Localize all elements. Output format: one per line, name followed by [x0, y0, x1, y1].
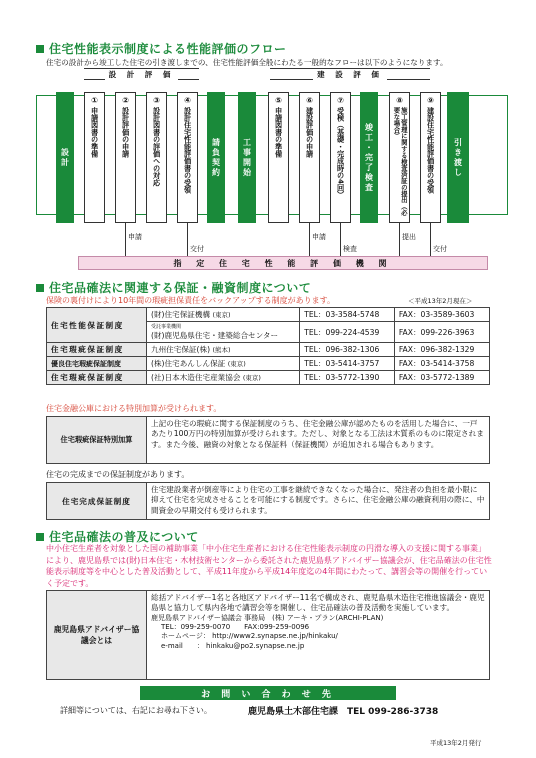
loan-lead: 住宅金融公庫における特別加算が受けられます。	[46, 404, 222, 413]
guarantee-title-text: 住宅品確法に関連する保証・融資制度について	[49, 281, 312, 295]
flow-box-contract: 請負契約	[207, 92, 225, 223]
flow-box-start: 工事開始	[238, 92, 256, 223]
step-number: ①	[91, 96, 98, 105]
evaluation-agency-bar: 指 定 住 宅 性 能 評 価 機 関	[78, 256, 488, 270]
complete-text: 住宅建設業者が倒産等により住宅の工事を継続できなくなった場合に、発注者の負担を最小限に抑えて住宅を完成させることを可能にする制度です。さらに、住宅金融公庫の融資利用の際に、中間資金の早期交付も受けられます。	[151, 485, 485, 515]
org-name: (財)鹿児島県住宅・建築総合センター	[151, 331, 279, 340]
step-number: ⑧	[396, 96, 403, 105]
table-row	[47, 308, 490, 322]
connector-line	[309, 223, 310, 256]
contact-office: 鹿児島県土木部住宅課 TEL 099-286-3738	[248, 707, 439, 717]
connector-line	[430, 223, 431, 256]
step-number: ②	[122, 96, 129, 105]
phase-construction-label: 建 設 評 価	[313, 69, 387, 80]
phase-design	[84, 68, 199, 80]
loan-box	[46, 416, 490, 464]
row-tel: TEL：099-224-4539	[300, 322, 395, 343]
promotion-lead: 中小住宅生産者を対象とした国の補助事業「中小住宅生産者における住宅性能表示制度の円滑な導入の支援に関する事業」により、鹿児島県では(財)日本住宅・木材技術センターから委託された鹿児島県アドバイザー協議会が、住宅品確法の住宅性能表示制度等を中心とした普及活動として、平成11年度から平成14年度迄の4年間にわたって、講習会等の開催を行っていく予定です。	[46, 544, 492, 588]
arrow-label-inspect: 検査	[343, 245, 357, 253]
step-number: ⑥	[306, 96, 313, 105]
step-number: ③	[153, 96, 160, 105]
council-tel-fax: TEL：099-259-0070 FAX:099-259-0096	[161, 622, 310, 631]
connector-line	[125, 223, 126, 256]
connector-line	[399, 223, 400, 256]
square-bullet-icon	[36, 284, 44, 292]
council-box	[46, 590, 490, 680]
guarantee-table	[46, 307, 490, 385]
flow-step-5	[268, 92, 289, 223]
flow-box-handover: 引き渡し	[447, 92, 469, 223]
arrow-label-deliver: 交付	[190, 245, 204, 253]
phase-construction	[270, 68, 430, 80]
issue-date: 平成13年2月発行	[430, 739, 482, 747]
guarantee-section-title	[36, 279, 311, 296]
row-org	[147, 357, 300, 371]
complete-box	[46, 482, 490, 520]
org-region: (東京)	[242, 374, 261, 382]
table-row	[47, 343, 490, 357]
council-text: 総括アドバイザー1名と各地区アドバイザー11名で構成され、鹿児島県木造住宅推進協議会・鹿児島県と協力して県内各地で講習会等を開催し、住宅品確法の普及活動を実施しています。	[151, 593, 485, 613]
row-fax: FAX：03-5772-1389	[394, 371, 489, 385]
row-fax: FAX：03-5414-3758	[394, 357, 489, 371]
flow-intro: 住宅の設計から竣工した住宅の引き渡しまでの、住宅性能評価全般にわたる一般的なフローは以下のようになります。	[46, 58, 448, 67]
row-tel: TEL：03-3584-5748	[300, 308, 395, 322]
flow-step-4	[177, 92, 198, 223]
org-name: (財)住宅保証機構	[151, 310, 211, 319]
step-label: 設計住宅性能評価書の受領	[183, 107, 193, 194]
complete-name: 住宅完成保証制度	[47, 483, 147, 519]
row-fax: FAX：096-382-1329	[394, 343, 489, 357]
step-label: 建設評価の申請	[305, 107, 315, 158]
row-org	[147, 371, 300, 385]
flow-step-1	[84, 92, 105, 223]
loan-text: 上記の住宅の瑕疵に関する保証制度のうち、住宅金融公庫が認めたものを活用した場合に、一戸あたり100万円の特別加算が受けられます。ただし、対象となる工法は木質系のものに限定されます。また今後、融資の対象となる保証料（保証機関）が追加される場合もあります。	[151, 419, 484, 449]
step-label: 申請図書の準備	[274, 107, 284, 158]
row-fax: FAX：03-3589-3603	[394, 308, 489, 322]
org-name: (株)住宅あんしん保証	[151, 359, 226, 368]
date-note: ＜平成13年2月現在＞	[408, 297, 473, 305]
flow-step-6	[299, 92, 320, 223]
arrow-label-deliver: 交付	[433, 245, 447, 253]
flow-step-7	[330, 92, 351, 223]
org-name: 九州住宅保証(株)	[151, 345, 211, 354]
row-fax: FAX：099-226-3963	[394, 322, 489, 343]
table-row	[47, 357, 490, 371]
row-tel: TEL：03-5414-3757	[300, 357, 395, 371]
flow-step-8	[389, 92, 410, 223]
flow-title-text: 住宅性能表示制度による性能評価のフロー	[49, 42, 287, 56]
org-region: (東京)	[212, 311, 231, 319]
contact-title-bar: お 問 い 合 わ せ 先	[140, 686, 396, 700]
flow-box-inspection: 竣工・完了検査	[360, 92, 378, 223]
loan-name: 住宅瑕疵保証特別加算	[47, 417, 147, 463]
table-row	[47, 371, 490, 385]
contact-text: 詳細等については、右記にお尋ね下さい。	[60, 706, 212, 715]
row-name: 住宅瑕疵保証制度	[47, 343, 147, 357]
org-name: (社)日本木造住宅産業協会	[151, 373, 241, 382]
row-org	[147, 322, 300, 343]
step-label: 設計評価の申請	[121, 107, 131, 158]
guarantee-lead: 保険の裏付けにより10年間の瑕疵担保責任をバックアップする制度があります。	[46, 296, 335, 305]
row-name: 住宅性能保証制度	[47, 308, 147, 343]
flow-section-title	[36, 40, 287, 57]
step-number: ⑨	[427, 96, 434, 105]
council-body	[147, 591, 489, 679]
step-label: 施工管理に関する検査済証の提出（必要な場合）	[392, 107, 408, 216]
council-name: 鹿児島県アドバイザー協議会とは	[47, 591, 147, 679]
org-region: (熊本)	[212, 346, 231, 354]
org-sub: 受託事業機関	[151, 324, 182, 330]
step-number: ④	[184, 96, 191, 105]
flow-box-design: 設計	[56, 92, 74, 223]
arrow-label-apply: 申請	[128, 233, 142, 241]
square-bullet-icon	[36, 533, 44, 541]
flow-step-9	[420, 92, 441, 223]
connector-line	[187, 223, 188, 256]
row-name: 住宅瑕疵保証制度	[47, 371, 147, 385]
connector-line	[340, 223, 341, 256]
step-label: 申請図書の準備	[90, 107, 100, 158]
council-email[interactable]: e-mail ： hinkaku@po2.synapse.ne.jp	[161, 641, 305, 650]
org-region: (東京)	[227, 360, 246, 368]
row-tel: TEL：096-382-1306	[300, 343, 395, 357]
arrow-label-apply: 申請	[312, 233, 326, 241]
flow-step-3	[146, 92, 167, 223]
step-number: ⑤	[275, 96, 282, 105]
council-office: 鹿児島県アドバイザー協議会 事務局 (株) アーキ・プラン(ARCHI-PLAN)	[151, 613, 384, 622]
complete-lead: 住宅の完成までの保証制度があります。	[46, 470, 190, 479]
row-name: 優良住宅瑕疵保証制度	[47, 357, 147, 371]
step-label: 設計図書の評価への対応	[152, 107, 162, 187]
step-label: 受検（基礎・完成時の4回）	[336, 107, 346, 199]
row-tel: TEL：03-5772-1390	[300, 371, 395, 385]
row-org	[147, 343, 300, 357]
arrow-label-submit: 提出	[402, 233, 416, 241]
flow-step-2	[115, 92, 136, 223]
square-bullet-icon	[36, 45, 44, 53]
phase-design-label: 設 計 評 価	[105, 69, 179, 80]
step-number: ⑦	[337, 96, 344, 105]
step-label: 建設住宅性能評価書の受領	[426, 107, 436, 194]
row-org	[147, 308, 300, 322]
promotion-title-text: 住宅品確法の普及について	[49, 530, 199, 544]
council-homepage[interactable]: ホームページ： http://www2.synapse.ne.jp/hinkaku/	[161, 632, 338, 641]
